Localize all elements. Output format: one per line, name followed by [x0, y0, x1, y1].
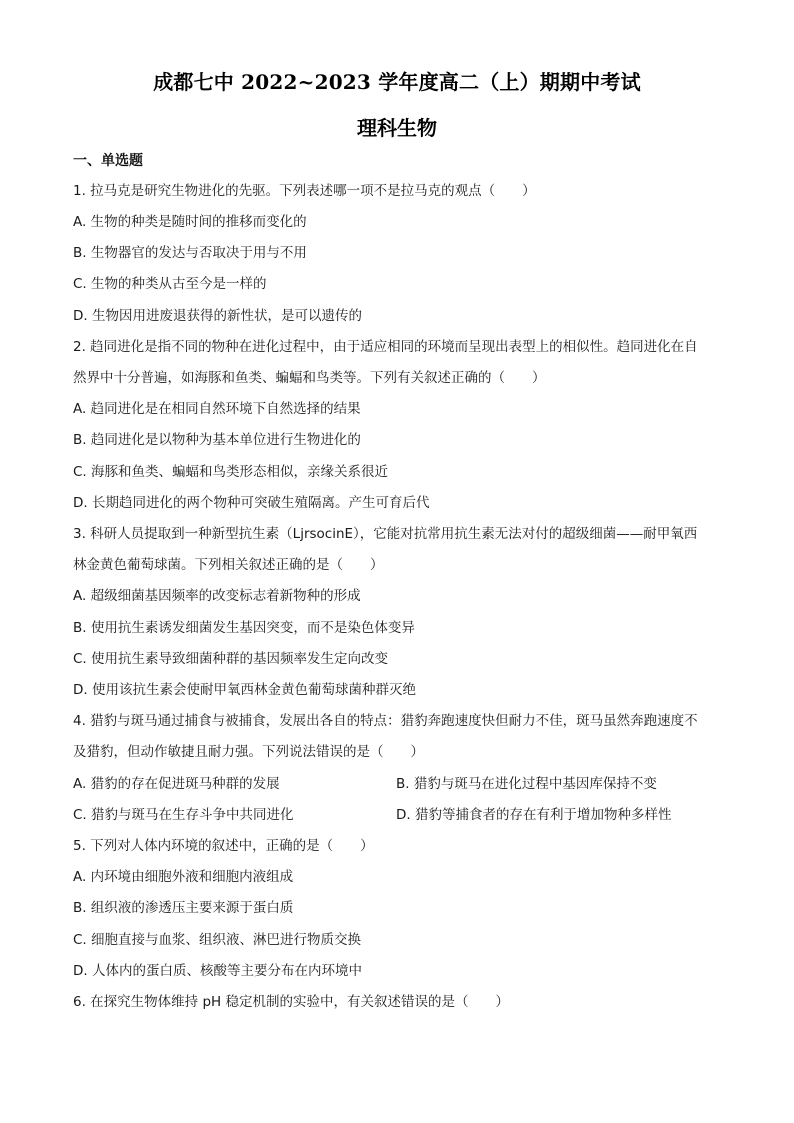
question-3-stem-line-1: 3. 科研人员提取到一种新型抗生素（LjrsocinE），它能对抗常用抗生素无法对付的超级细菌——耐甲氧西: [73, 526, 698, 542]
question-4-option-c: C. 猎豹与斑马在生存斗争中共同进化: [73, 807, 294, 823]
question-4-option-d: D. 猎豹等捕食者的存在有利于增加物种多样性: [396, 807, 672, 823]
question-1-option-c: C. 生物的种类从古至今是一样的: [73, 276, 267, 292]
question-2-option-b: B. 趋同进化是以物种为基本单位进行生物进化的: [73, 432, 361, 448]
question-2-stem-line-1: 2. 趋同进化是指不同的物种在进化过程中，由于适应相同的环境而呈现出表型上的相似性。趋同进化在自: [73, 339, 698, 355]
question-1-option-d: D. 生物因用进废退获得的新性状，是可以遗传的: [73, 308, 362, 324]
question-4-stem-line-2: 及猎豹，但动作敏捷且耐力强。下列说法错误的是（ ）: [73, 744, 424, 760]
question-3-option-d: D. 使用该抗生素会使耐甲氧西林金黄色葡萄球菌种群灭绝: [73, 682, 416, 698]
question-4-option-b: B. 猎豹与斑马在进化过程中基因库保持不变: [396, 776, 657, 792]
question-4-stem-line-1: 4. 猎豹与斑马通过捕食与被捕食，发展出各自的特点：猎豹奔跑速度快但耐力不佳，斑马虽然奔跑速度不: [73, 713, 698, 729]
question-5-option-b: B. 组织液的渗透压主要来源于蛋白质: [73, 900, 294, 916]
question-3-option-c: C. 使用抗生素导致细菌种群的基因频率发生定向改变: [73, 651, 389, 667]
question-3-option-b: B. 使用抗生素诱发细菌发生基因突变，而不是染色体变异: [73, 620, 415, 636]
question-3-stem-line-2: 林金黄色葡萄球菌。下列相关叙述正确的是（ ）: [73, 557, 384, 573]
exam-title: 成都七中 2022~2023 学年度高二（上）期期中考试: [153, 70, 641, 94]
exam-subject: 理科生物: [357, 116, 437, 140]
question-5-option-d: D. 人体内的蛋白质、核酸等主要分布在内环境中: [73, 963, 362, 979]
question-4-option-a: A. 猎豹的存在促进斑马种群的发展: [73, 776, 280, 792]
question-6-stem: 6. 在探究生物体维持 pH 稳定机制的实验中，有关叙述错误的是（ ）: [73, 994, 509, 1010]
question-2-option-d: D. 长期趋同进化的两个物种可突破生殖隔离。产生可育后代: [73, 495, 430, 511]
question-3-option-a: A. 超级细菌基因频率的改变标志着新物种的形成: [73, 588, 361, 604]
question-1-option-b: B. 生物器官的发达与否取决于用与不用: [73, 245, 307, 261]
question-2-option-a: A. 趋同进化是在相同自然环境下自然选择的结果: [73, 401, 361, 417]
question-5-option-a: A. 内环境由细胞外液和细胞内液组成: [73, 869, 294, 885]
question-1-stem: 1. 拉马克是研究生物进化的先驱。下列表述哪一项不是拉马克的观点（ ）: [73, 183, 536, 199]
question-5-option-c: C. 细胞直接与血浆、组织液、淋巴进行物质交换: [73, 932, 362, 948]
question-5-stem: 5. 下列对人体内环境的叙述中，正确的是（ ）: [73, 838, 374, 854]
question-2-option-c: C. 海豚和鱼类、蝙蝠和鸟类形态相似，亲缘关系很近: [73, 464, 389, 480]
question-1-option-a: A. 生物的种类是随时间的推移而变化的: [73, 214, 307, 230]
section-heading: 一、单选题: [73, 153, 143, 169]
question-2-stem-line-2: 然界中十分普遍，如海豚和鱼类、蝙蝠和鸟类等。下列有关叙述正确的（ ）: [73, 370, 546, 386]
